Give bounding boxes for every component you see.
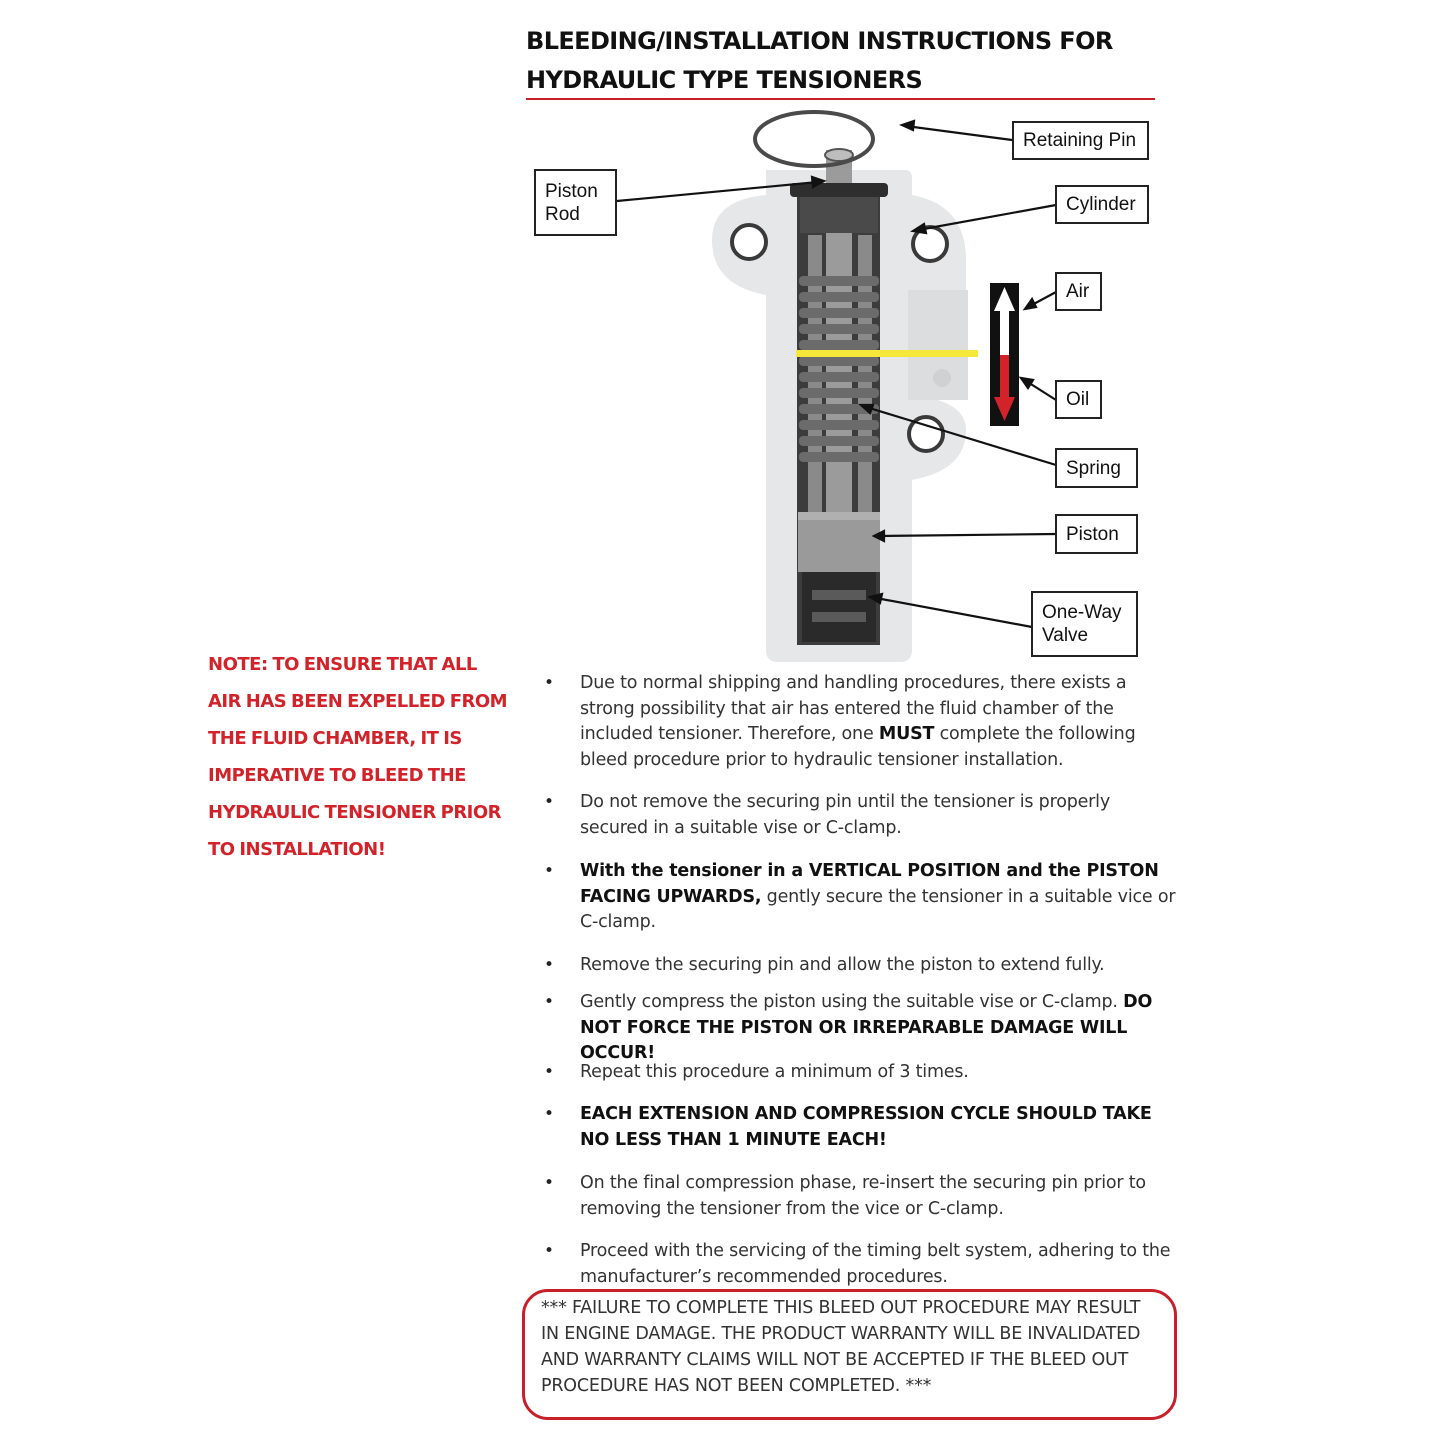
warranty-warning-text	[541, 1295, 1171, 1399]
bullet-dot: •	[544, 792, 554, 812]
title-line-1: BLEEDING/INSTALLATION INSTRUCTIONS FOR	[526, 27, 1113, 55]
label-one-way-valve: One-Way Valve	[1031, 591, 1138, 657]
bullet-dot: •	[544, 861, 554, 881]
valve-ring-1	[812, 590, 866, 600]
bullet-dot: •	[544, 1173, 554, 1193]
note-line: THE FLUID CHAMBER, IT IS	[208, 728, 462, 749]
note-line: IMPERATIVE TO BLEED THE	[208, 765, 466, 786]
note-line: NOTE: TO ENSURE THAT ALL	[208, 654, 477, 675]
label-piston-rod: Piston Rod	[534, 169, 617, 236]
title-line-2: HYDRAULIC TYPE TENSIONERS	[526, 66, 923, 94]
leader-retaining-pin	[906, 126, 1012, 140]
warning-line: IN ENGINE DAMAGE. THE PRODUCT WARRANTY WILL BE INVALIDATED	[541, 1324, 1141, 1344]
label-air: Air	[1055, 272, 1102, 311]
bullet-dot: •	[544, 992, 554, 1012]
bleed-note	[208, 646, 508, 868]
label-retaining-pin: Retaining Pin	[1012, 121, 1149, 160]
page-title	[526, 22, 1156, 100]
air-arrow-shaft	[1000, 305, 1009, 355]
note-line: TO INSTALLATION!	[208, 839, 386, 860]
bullet-dot: •	[544, 1062, 554, 1082]
piston	[798, 512, 880, 572]
note-line: AIR HAS BEEN EXPELLED FROM	[208, 691, 508, 712]
rod-head	[790, 183, 888, 197]
warning-line: *** FAILURE TO COMPLETE THIS BLEED OUT PROCEDURE MAY RESULT	[541, 1298, 1141, 1318]
note-line: HYDRAULIC TENSIONER PRIOR	[208, 802, 502, 823]
bullet-dot: •	[544, 955, 554, 975]
retaining-pin-ring	[755, 112, 873, 166]
bullet-dot: •	[544, 1241, 554, 1261]
label-oil: Oil	[1055, 380, 1102, 419]
label-spring: Spring	[1055, 448, 1138, 488]
label-piston: Piston	[1055, 514, 1138, 554]
oil-arrow-shaft	[1000, 355, 1009, 400]
warning-line: PROCEDURE HAS NOT BEEN COMPLETED. ***	[541, 1376, 932, 1396]
oil-level-line	[796, 350, 978, 357]
valve-ring-2	[812, 612, 866, 622]
piston-top-edge	[798, 512, 880, 520]
bullet-dot: •	[544, 673, 554, 693]
warning-line: AND WARRANTY CLAIMS WILL NOT BE ACCEPTED IF THE BLEED OUT	[541, 1350, 1129, 1370]
rod-collar	[800, 197, 878, 233]
one-way-valve	[802, 572, 876, 642]
mount-hole-left	[732, 225, 766, 259]
bullet-dot: •	[544, 1104, 554, 1124]
label-cylinder: Cylinder	[1055, 185, 1149, 224]
body-boss	[933, 369, 951, 387]
